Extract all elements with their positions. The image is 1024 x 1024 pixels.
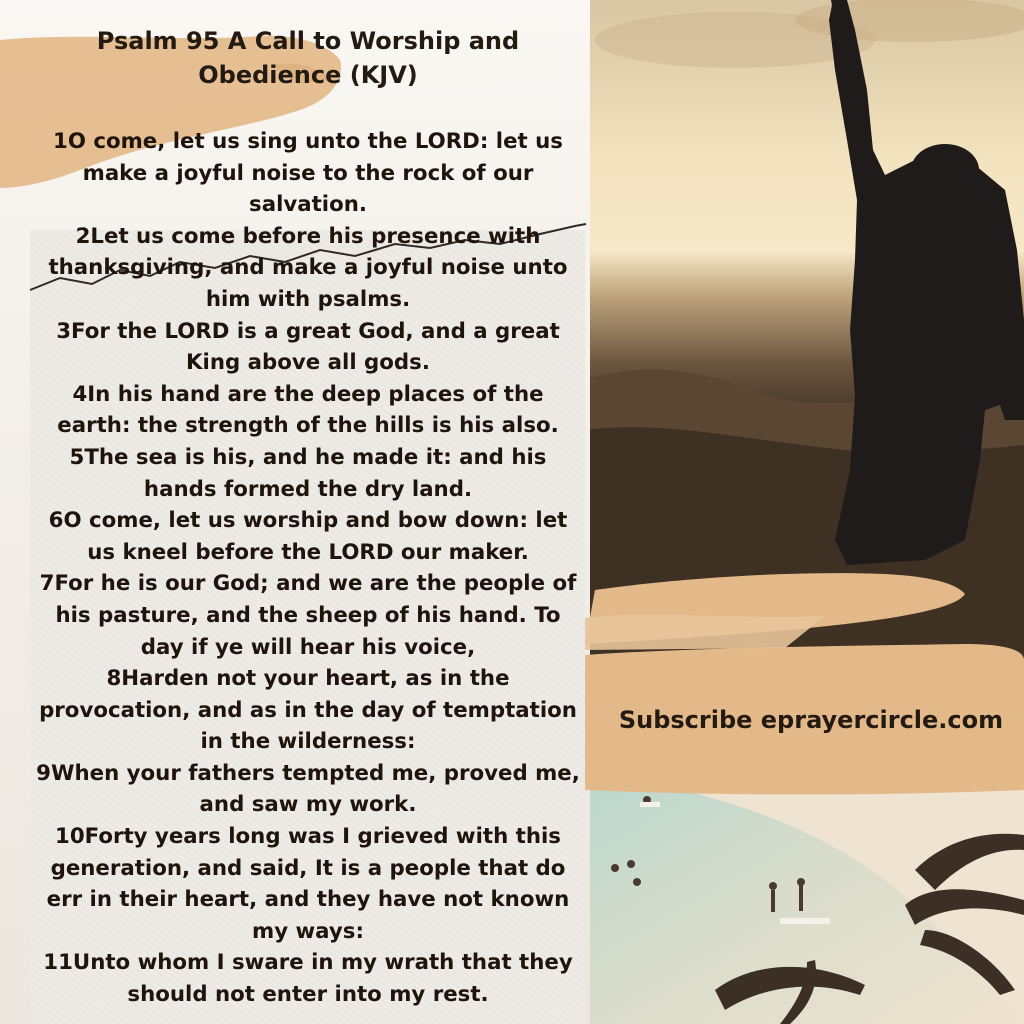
verse-4: 4In his hand are the deep places of the earth: the strength of the hills is his also. — [57, 381, 559, 439]
verse-8: 8Harden not your heart, as in the provocation, and as in the day of temptation in the wilderness: — [39, 666, 577, 755]
verse-3: 3For the LORD is a great God, and a great King above all gods. — [56, 318, 560, 376]
verse-9: 9When your fathers tempted me, proved me, and saw my work. — [36, 760, 580, 818]
verse-10: 10Forty years long was I grieved with this generation, and said, It is a people that do err in their heart, and they have not known my ways: — [46, 824, 570, 944]
verse-6: 6O come, let us worship and bow down: let us kneel before the LORD our maker. — [48, 508, 568, 565]
verse-1: 1O come, let us sing unto the LORD: let us make a joyful noise to the rock of our salvation. — [53, 129, 563, 218]
worship-photo — [585, 0, 1024, 1024]
subscribe-link[interactable]: Subscribe eprayercircle.com — [618, 706, 1004, 734]
psalm-verses — [34, 126, 582, 1011]
page-title: Psalm 95 A Call to Worship and Obedience (KJV) — [96, 27, 520, 89]
brush-stroke-subscribe — [585, 560, 1024, 800]
verse-5: 5The sea is his, and he made it: and his hands formed the dry land. — [69, 444, 547, 502]
photo-collage — [585, 0, 1024, 1024]
verse-2: 2Let us come before his presence with thanksgiving, and make a joyful noise unto him with psalms. — [48, 223, 568, 312]
verse-11: 11Unto whom I sware in my wrath that they should not enter into my rest. — [43, 950, 573, 1008]
verse-7: 7For he is our God; and we are the people of his pasture, and the sheep of his hand. To day if ye will hear his voice, — [39, 571, 577, 660]
